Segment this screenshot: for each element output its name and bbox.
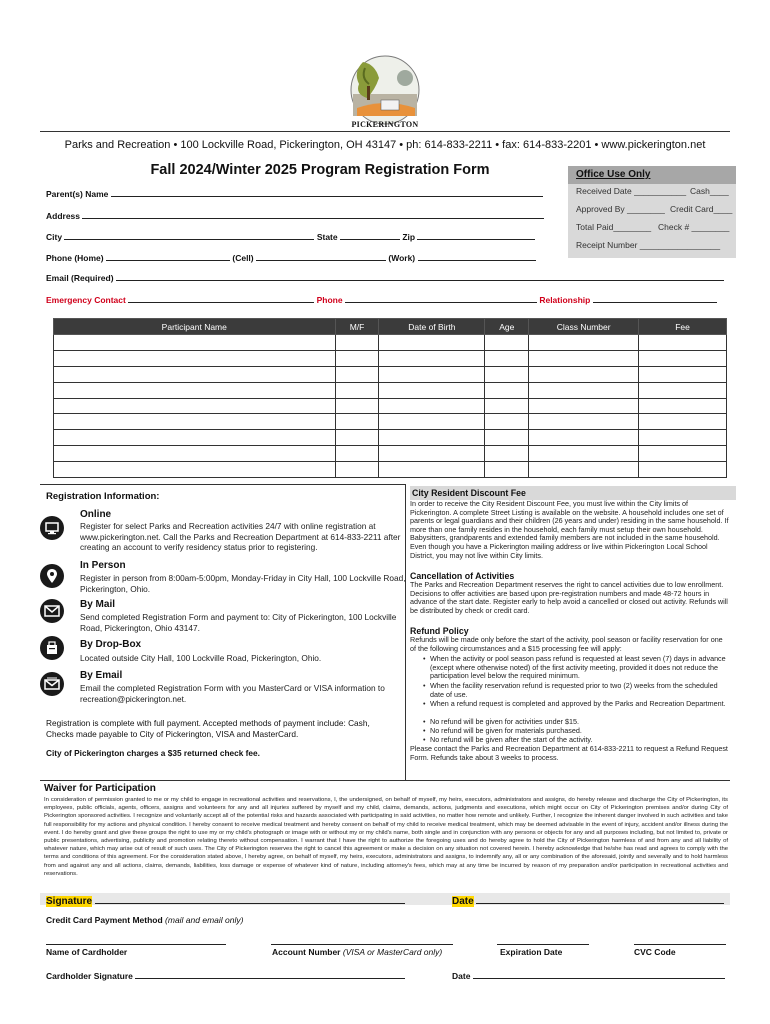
header-divider bbox=[40, 131, 730, 132]
table-row bbox=[54, 398, 727, 414]
state-input[interactable] bbox=[340, 231, 400, 240]
cell-class-number[interactable] bbox=[529, 430, 639, 446]
cell-fee[interactable] bbox=[639, 462, 727, 478]
cell-class-number[interactable] bbox=[529, 382, 639, 398]
cell-class-number[interactable] bbox=[529, 366, 639, 382]
contact-info: Parks and Recreation • 100 Lockville Road, Pickerington, OH 43147 • ph: 614-833-2211 • fax: 614-833-2201 • www.pickerington.net bbox=[64, 139, 706, 151]
cell-class-number[interactable] bbox=[529, 398, 639, 414]
cell-fee[interactable] bbox=[639, 398, 727, 414]
refund-bullet: • When the facility reservation refund is requested prior to two (2) weeks from the scheduled date of use. bbox=[430, 682, 730, 699]
account-number-input[interactable] bbox=[271, 935, 453, 945]
cell-mf[interactable] bbox=[335, 462, 379, 478]
signature-input[interactable] bbox=[95, 894, 405, 904]
zip-input[interactable] bbox=[417, 231, 535, 240]
cell-mf[interactable] bbox=[335, 335, 379, 351]
city-label: City bbox=[46, 232, 63, 242]
form-title: Fall 2024/Winter 2025 Program Registration Form bbox=[150, 162, 490, 178]
cell-class-number[interactable] bbox=[529, 350, 639, 366]
cardholder-name-label: Name of Cardholder bbox=[46, 947, 128, 957]
cell-age[interactable] bbox=[485, 446, 529, 462]
date2-input[interactable] bbox=[473, 970, 725, 979]
emergency-phone-input[interactable] bbox=[345, 294, 537, 303]
cell-fee[interactable] bbox=[639, 335, 727, 351]
cancellation-text: The Parks and Recreation Department reserves the right to cancel activities due to low enrollment. Decisions to offer activities are based upon pre-registration numbers and made 48-72 hours in advance of the start date. Register early to help avoid a cancelled or closed out activity. Refunds will be distributed by check or credit card. bbox=[410, 580, 728, 615]
cc-method-note: (mail and email only) bbox=[165, 915, 244, 925]
signature-row bbox=[46, 894, 405, 907]
cell-mf[interactable] bbox=[335, 366, 379, 382]
date-row bbox=[452, 894, 724, 907]
cell-date-of-birth[interactable] bbox=[379, 366, 485, 382]
cell-class-number[interactable] bbox=[529, 446, 639, 462]
table-row bbox=[54, 350, 727, 366]
cell-date-of-birth[interactable] bbox=[379, 462, 485, 478]
computer-icon bbox=[40, 516, 64, 540]
online-text: Register for select Parks and Recreation activities 24/7 with online registration at www.pickerington.net. Call the Parks and Recreation Department at 614-833-2211 after creating an account to verify residency status prior to registering. bbox=[80, 521, 401, 552]
cardholder-name-input[interactable] bbox=[46, 935, 226, 945]
cell-mf[interactable] bbox=[335, 350, 379, 366]
account-number-label-row bbox=[272, 947, 442, 957]
col-date-of-birth: Date of Birth bbox=[379, 319, 485, 335]
cell-mf[interactable] bbox=[335, 446, 379, 462]
relationship-label: Relationship bbox=[539, 295, 591, 305]
date-label: Date bbox=[452, 896, 474, 907]
cell-age[interactable] bbox=[485, 398, 529, 414]
col-class-number: Class Number bbox=[529, 319, 639, 335]
cell-fee[interactable] bbox=[639, 414, 727, 430]
office-use-box bbox=[568, 166, 736, 258]
work-label: (Work) bbox=[388, 253, 416, 263]
cell-class-number[interactable] bbox=[529, 414, 639, 430]
emergency-row bbox=[46, 294, 717, 305]
parents-name-row bbox=[46, 188, 543, 199]
city-row bbox=[46, 231, 535, 242]
waiver-divider bbox=[40, 780, 730, 781]
refund-heading: Refund Policy bbox=[410, 626, 469, 636]
refund-bullet: • When the activity or pool season pass refund is requested at least seven (7) days in advance (except where otherwise noted) of the first activity meeting, provided it does not reduce the participation level below the required minimum. bbox=[430, 655, 730, 681]
parents-name-input[interactable] bbox=[111, 188, 543, 197]
online-heading: Online bbox=[80, 509, 112, 520]
zip-label: Zip bbox=[402, 232, 416, 242]
relationship-input[interactable] bbox=[593, 294, 717, 303]
address-input[interactable] bbox=[82, 210, 544, 219]
address-row bbox=[46, 210, 544, 221]
table-header-row bbox=[54, 319, 727, 335]
table-row bbox=[54, 335, 727, 351]
cell-participant-name[interactable] bbox=[54, 398, 336, 414]
drop-box-icon bbox=[40, 636, 64, 660]
cell-participant-name[interactable] bbox=[54, 462, 336, 478]
waiver-title: Waiver for Participation bbox=[44, 783, 156, 794]
emergency-contact-label: Emergency Contact bbox=[46, 295, 126, 305]
cell-date-of-birth[interactable] bbox=[379, 414, 485, 430]
envelope-icon bbox=[40, 599, 64, 623]
registration-title: Registration Information: bbox=[46, 491, 160, 502]
address-label: Address bbox=[46, 211, 81, 221]
table-row bbox=[54, 430, 727, 446]
participant-table-body bbox=[54, 335, 727, 478]
in-person-text: Register in person from 8:00am-5:00pm, Monday-Friday in City Hall, 100 Lockville Road, Pickerington, Ohio. bbox=[80, 573, 406, 594]
refund-contact-text: Please contact the Parks and Recreation Department at 614-833-2211 to request a Refund Request Form. Refunds take about 3 weeks to process. bbox=[410, 744, 728, 762]
by-email-heading: By Email bbox=[80, 670, 123, 681]
date2-row bbox=[452, 970, 725, 981]
cell-fee[interactable] bbox=[639, 350, 727, 366]
email-label: Email (Required) bbox=[46, 273, 114, 283]
cell-date-of-birth[interactable] bbox=[379, 430, 485, 446]
cell-age[interactable] bbox=[485, 350, 529, 366]
by-mail-heading: By Mail bbox=[80, 599, 116, 610]
table-row bbox=[54, 446, 727, 462]
cell-input[interactable] bbox=[256, 252, 386, 261]
cc-method-label: Credit Card Payment Method bbox=[46, 915, 163, 925]
date2-label: Date bbox=[452, 971, 471, 981]
cell-age[interactable] bbox=[485, 430, 529, 446]
cell-fee[interactable] bbox=[639, 382, 727, 398]
drop-box-text: Located outside City Hall, 100 Lockville Road, Pickerington, Ohio. bbox=[80, 653, 322, 663]
received-date-field[interactable]: Received Date ___________ bbox=[576, 186, 687, 196]
cash-field[interactable]: Cash____ bbox=[690, 186, 729, 196]
cell-mf[interactable] bbox=[335, 382, 379, 398]
logo-text: PICKERINGTON bbox=[351, 120, 419, 129]
phone-home-input[interactable] bbox=[106, 252, 230, 261]
office-use-body bbox=[568, 184, 736, 258]
pickerington-logo bbox=[345, 50, 425, 132]
cardholder-signature-input[interactable] bbox=[135, 970, 405, 979]
cardholder-signature-label: Cardholder Signature bbox=[46, 971, 133, 981]
refund-bullet: • No refund will be given after the start of the activity. bbox=[430, 736, 730, 745]
in-person-heading: In Person bbox=[80, 560, 126, 571]
cell-age[interactable] bbox=[485, 462, 529, 478]
drop-box-heading: By Drop-Box bbox=[80, 639, 142, 650]
cell-age[interactable] bbox=[485, 335, 529, 351]
account-number-label: Account Number bbox=[272, 947, 341, 957]
cell-participant-name[interactable] bbox=[54, 414, 336, 430]
by-mail-text: Send completed Registration Form and payment to: City of Pickerington, 100 Lockville Road, Pickerington, Ohio 43147. bbox=[80, 612, 397, 633]
table-row bbox=[54, 414, 727, 430]
cvc-label: CVC Code bbox=[634, 947, 676, 957]
cell-mf[interactable] bbox=[335, 414, 379, 430]
email-icon bbox=[40, 672, 64, 696]
refund-bullet: • When a refund request is completed and approved by the Parks and Recreation Department. bbox=[430, 700, 730, 709]
location-pin-icon bbox=[40, 564, 64, 588]
table-row bbox=[54, 366, 727, 382]
cc-method-row bbox=[46, 915, 243, 925]
parents-name-label: Parent(s) Name bbox=[46, 189, 109, 199]
check-field[interactable]: Check # ________ bbox=[658, 222, 730, 232]
account-number-note: (VISA or MasterCard only) bbox=[342, 947, 443, 957]
col-participant-name: Participant Name bbox=[54, 319, 336, 335]
receipt-number-field[interactable]: Receipt Number _________________ bbox=[576, 240, 721, 250]
cell-date-of-birth[interactable] bbox=[379, 398, 485, 414]
table-row bbox=[54, 382, 727, 398]
cell-date-of-birth[interactable] bbox=[379, 382, 485, 398]
cell-fee[interactable] bbox=[639, 446, 727, 462]
cell-participant-name[interactable] bbox=[54, 430, 336, 446]
cell-mf[interactable] bbox=[335, 398, 379, 414]
cell-participant-name[interactable] bbox=[54, 350, 336, 366]
discount-heading: City Resident Discount Fee bbox=[410, 486, 736, 500]
credit-card-field[interactable]: Credit Card____ bbox=[670, 204, 733, 214]
approved-by-field[interactable]: Approved By ________ bbox=[576, 204, 665, 214]
phone-home-label: Phone (Home) bbox=[46, 253, 104, 263]
office-use-title: Office Use Only bbox=[568, 166, 736, 184]
col-mf: M/F bbox=[335, 319, 379, 335]
discount-text: In order to receive the City Resident Discount Fee, you must live within the City limits of Pickerington. A complete Street Listing is available on the website. A household includes one set of parents or legal guardians and their children (26 years and under) residing in the same household. If more than one family resides in the household, each family must setup their own household. Babysitters, grandparents and extended family members are not included in the same household. Even though you have a Pickerington mailing address or live within Pickerington Local School District, you may not live within City limits. bbox=[410, 499, 729, 560]
expiration-input[interactable] bbox=[497, 935, 589, 945]
work-input[interactable] bbox=[418, 252, 536, 261]
cell-age[interactable] bbox=[485, 382, 529, 398]
cell-label: (Cell) bbox=[232, 253, 254, 263]
date-input[interactable] bbox=[476, 894, 724, 904]
email-row bbox=[46, 272, 724, 283]
cell-class-number[interactable] bbox=[529, 462, 639, 478]
signature-label: Signature bbox=[46, 896, 93, 907]
cvc-input[interactable] bbox=[634, 935, 726, 945]
cell-participant-name[interactable] bbox=[54, 335, 336, 351]
phone-row bbox=[46, 252, 536, 263]
by-email-text: Email the completed Registration Form with you MasterCard or VISA information to recreation@pickerington.net. bbox=[80, 683, 385, 704]
cell-age[interactable] bbox=[485, 366, 529, 382]
cell-participant-name[interactable] bbox=[54, 446, 336, 462]
state-label: State bbox=[316, 232, 338, 242]
col-age: Age bbox=[485, 319, 529, 335]
cell-fee[interactable] bbox=[639, 366, 727, 382]
col-fee: Fee bbox=[639, 319, 727, 335]
cell-fee[interactable] bbox=[639, 430, 727, 446]
emergency-phone-label: Phone bbox=[316, 295, 343, 305]
refund-bullet: • No refund will be given for materials purchased. bbox=[430, 727, 730, 736]
returned-check-fee: City of Pickerington charges a $35 returned check fee. bbox=[46, 748, 260, 758]
cardholder-signature-row bbox=[46, 970, 405, 981]
refund-bullet: • No refund will be given for activities under $15. bbox=[430, 718, 730, 727]
payment-methods-text: Registration is complete with full payment. Accepted methods of payment include: Cash, Checks made payable to City of Pickerington, VISA and MasterCard. bbox=[46, 718, 370, 739]
cell-age[interactable] bbox=[485, 414, 529, 430]
cell-date-of-birth[interactable] bbox=[379, 446, 485, 462]
table-row bbox=[54, 462, 727, 478]
cell-class-number[interactable] bbox=[529, 335, 639, 351]
email-input[interactable] bbox=[116, 272, 724, 281]
cell-participant-name[interactable] bbox=[54, 366, 336, 382]
waiver-text: In consideration of permission granted to me or my child to engage in recreational activities and reservations, I, the undersigned, on behalf of myself, my heirs, executors, administrators and assigns, do hereby release and discharge the City of Pickerington, its employees, public officials, agents, officers, assigns and volunteers for any and all injuries suffered by myself and my child, claims, demands, actions, judgments and executions, which might occur on City of Pickerington premises and/or during City of Pickerington sponsored activities. I recognize and voluntarily accept all of the potential risks and hazards associated with participating in said activities, no matter how remote and unlikely. Further, I recognize the inherent danger involved in such activities and take full responsibility for my actions and physical condition. I hereby consent to receive medical treatment and hereby consent on behalf of my child to receive medical treatment, which may be deemed advisable in the event of injury, accident and/or illness during the event. I do hereby grant and give these groups the right to use my or my child's photograph or image with or without my or my child's name, both single and in conjunction with any persons or objects for any and all purposes including, but not limited to, private or public presentations, advertising, publicity and promotion relating thereto without compensation. I warrant that I have the right to authorize the foregoing uses and do hereby agree to hold the City of Pickerington harmless of and from any and all liability of whatever nature, which may arise out of result of such uses. The City of Pickerington reserves the right to cancel this agreement or make a decision on any situation not covered herein. I hereby acknowledge that he/she has read and agrees to comply with the terms and conditions of this agreement. For the consideration stated above, I hereby agree, on behalf of myself, my heirs, executors, administrators and assigns, to indemnify any, all or any combination of the aforesaid, jointly and severally and to hold harmless from and against any and all actions, claims, demands, liabilities, loss damage or expense of whatever kind of nature, including attorney's fees, which may at any time be incurred by reason of my preparation and/or participation in recreational activities and reservations. bbox=[44, 797, 728, 877]
cell-participant-name[interactable] bbox=[54, 382, 336, 398]
emergency-contact-input[interactable] bbox=[128, 294, 314, 303]
refund-text: Refunds will be made only before the start of the activity, pool season or facility reservation for one of the following circumstances and a $15 processing fee will apply: bbox=[410, 635, 723, 653]
cell-mf[interactable] bbox=[335, 430, 379, 446]
participant-table bbox=[53, 318, 727, 478]
total-paid-field[interactable]: Total Paid________ bbox=[576, 222, 652, 232]
cell-date-of-birth[interactable] bbox=[379, 350, 485, 366]
cancellation-heading: Cancellation of Activities bbox=[410, 571, 515, 581]
expiration-label: Expiration Date bbox=[500, 947, 563, 957]
cell-date-of-birth[interactable] bbox=[379, 335, 485, 351]
city-input[interactable] bbox=[64, 231, 314, 240]
